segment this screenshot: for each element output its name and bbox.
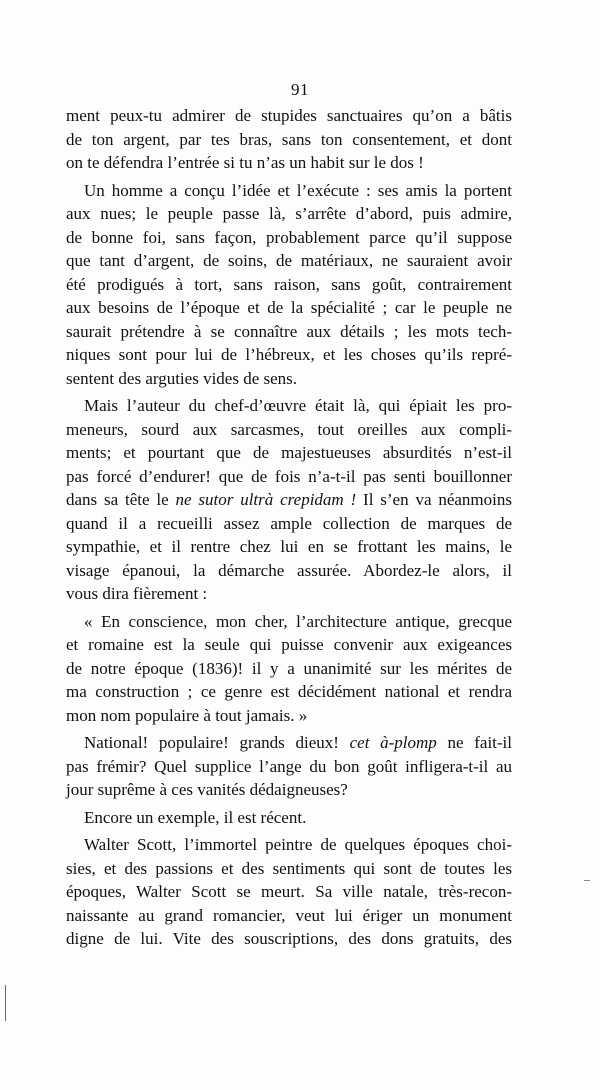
- text-line: on te défendra l’entrée si tu n’as un habit sur le dos !: [66, 153, 424, 172]
- text-line: Mais l’auteur du chef-d’œuvre était là, qui épiait les pro-: [84, 396, 512, 415]
- text-line-with-latin: [66, 488, 512, 512]
- text-line: saurait prétendre à se connaître aux détails ; les mots tech-: [66, 321, 512, 341]
- text-line: vous dira fièrement :: [66, 584, 208, 603]
- text-line: ma construction ; ce genre est décidément national et rendra: [66, 682, 512, 701]
- text-line: jour suprême à ces vanités dédaigneuses?: [66, 780, 348, 799]
- text-line: de ton argent, par tes bras, sans ton consentement, et dont: [66, 129, 512, 149]
- paragraph-6: [66, 806, 512, 830]
- text-line: ment peux-tu admirer de stupides sanctuaires qu’on a bâtis: [66, 106, 512, 125]
- italic-phrase: cet à-plomp: [349, 733, 437, 752]
- paragraph-1: [66, 104, 512, 175]
- text-line: pas frémir? Quel supplice l’ange du bon goût infligera-t-il au: [66, 756, 512, 776]
- text-line: aux besoins de l’époque et de la spécialité ; car le peuple ne: [66, 298, 512, 317]
- latin-phrase: ne sutor ultrà crepidam !: [175, 490, 357, 509]
- text-line: de notre époque (1836)! il y a unanimité sur les mérites de: [66, 658, 512, 678]
- page-number: 91: [291, 80, 309, 99]
- text-line: visage épanoui, la démarche assurée. Abordez-le alors, il: [66, 560, 512, 580]
- margin-scan-mark: [5, 985, 6, 1021]
- text-line: meneurs, sourd aux sarcasmes, tout oreilles aux compli-: [66, 419, 512, 439]
- text-line: ments; et pourtant que de majestueuses absurdités n’est-il: [66, 443, 512, 462]
- text-line: niques sont pour lui de l’hébreux, et les choses qu’ils repré-: [66, 345, 512, 364]
- text-line: époques, Walter Scott se meurt. Sa ville natale, très-recon-: [66, 882, 512, 901]
- paragraph-4-quotation: [66, 610, 512, 728]
- text-line: pas forcé d’endurer! que de fois n’a-t-il pas senti bouillonner: [66, 466, 512, 486]
- text-line: Walter Scott, l’immortel peintre de quelques époques choi-: [84, 835, 512, 854]
- text-line: que tant d’argent, de soins, de matériaux, ne sauraient avoir: [66, 251, 512, 270]
- text-line: sympathie, et il rentre chez lui en se frottant les mains, le: [66, 537, 512, 556]
- text-line: été prodigués à tort, sans raison, sans goût, contrairement: [66, 274, 512, 294]
- margin-dash-mark: [584, 880, 590, 881]
- text-line: mon nom populaire à tout jamais. »: [66, 705, 308, 725]
- text-line: et romaine est la seule qui puisse convenir aux exigeances: [66, 635, 512, 654]
- text-line: aux nues; le peuple passe là, s’arrête d’abord, puis admire,: [66, 204, 512, 223]
- text-line: digne de lui. Vite des souscriptions, des dons gratuits, des: [66, 929, 512, 948]
- text-fragment: National! populaire! grands dieux!: [84, 733, 350, 752]
- text-line: sies, et des passions et des sentiments qui sont de toutes les: [66, 858, 512, 878]
- text-line: Un homme a conçu l’idée et l’exécute : ses amis la portent: [84, 180, 512, 200]
- text-fragment: ne fait-il: [436, 733, 512, 752]
- body-text: [66, 104, 512, 951]
- text-line: « En conscience, mon cher, l’architecture antique, grecque: [84, 611, 512, 631]
- text-fragment: Il s’en va néanmoins: [356, 490, 512, 509]
- paragraph-5: [66, 731, 512, 802]
- text-line: de bonne foi, sans façon, probablement parce qu’il suppose: [66, 227, 512, 247]
- text-line: naissante au grand romancier, veut lui ériger un monument: [66, 905, 512, 925]
- text-line-with-italic: [66, 731, 512, 755]
- text-line: sentent des arguties vides de sens.: [66, 368, 298, 388]
- text-fragment: dans sa tête le: [66, 490, 176, 509]
- text-line: quand il a recueilli assez ample collection de marques de: [66, 513, 512, 533]
- paragraph-7: [66, 833, 512, 951]
- paragraph-3: [66, 394, 512, 606]
- paragraph-2: [66, 179, 512, 391]
- text-line: Encore un exemple, il est récent.: [84, 807, 307, 827]
